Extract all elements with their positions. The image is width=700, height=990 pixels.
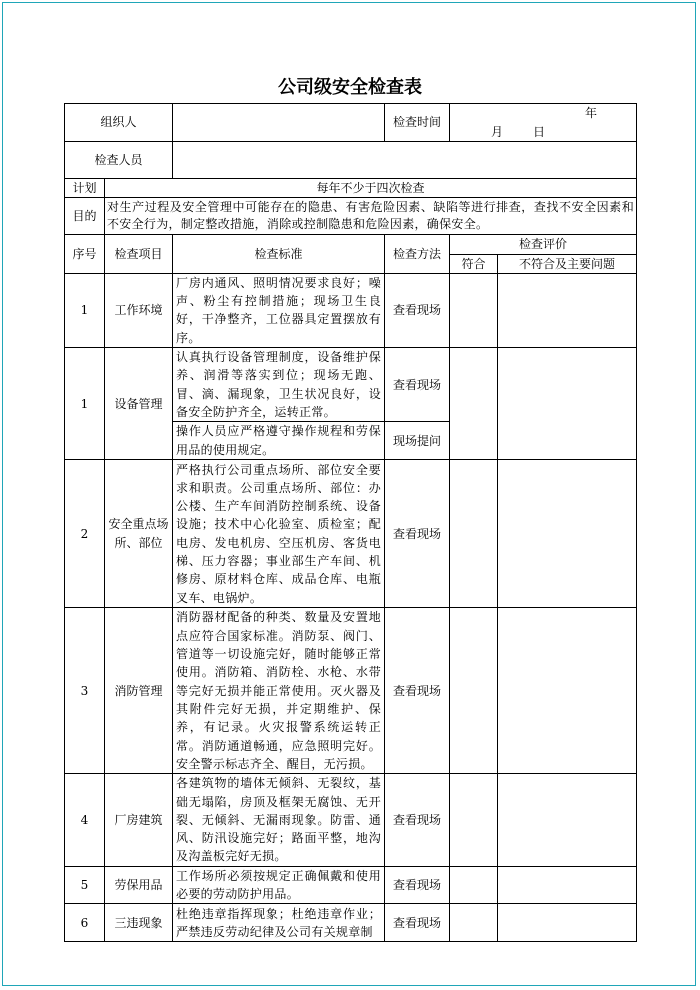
- row-standard: 杜绝违章指挥现象；杜绝违章作业；严禁违反劳动纪律及公司有关规章制: [173, 904, 385, 942]
- row-nonconform-cell[interactable]: [498, 273, 637, 347]
- row-conform-cell[interactable]: [450, 348, 498, 460]
- row-item: 安全重点场所、部位: [105, 460, 173, 608]
- plan-row: [65, 179, 637, 198]
- row-nonconform-cell[interactable]: [498, 460, 637, 608]
- purpose-value: 对生产过程及安全管理中可能存在的隐患、有害危险因素、缺陷等进行排查，查找不安全因素和不安全行为，制定整改措施，消除或控制隐患和危险因素，确保安全。: [105, 198, 637, 235]
- organizer-row: [65, 104, 637, 142]
- row-method: 现场提问: [385, 422, 450, 460]
- row-method: 查看现场: [385, 774, 450, 866]
- row-no: 3: [65, 608, 105, 774]
- row-standard: 消防器材配备的种类、数量及安置地点应符合国家标准。消防泵、阀门、管道等一切设施完好，随时能够正常使用。消防箱、消防栓、水枪、水带等完好无损并能正常使用。灭火器及其附件完好无损，并定期维护、保养，有记录。火灾报警系统运转正常。消防通道畅通，应急照明完好。安全警示标志齐全、醒目，无污损。: [173, 608, 385, 774]
- inspectors-label: 检查人员: [65, 142, 173, 179]
- inspectors-field[interactable]: [173, 142, 637, 179]
- row-standard: 厂房内通风、照明情况要求良好；噪声、粉尘有控制措施；现场卫生良好，干净整齐，工位器具定置摆放有序。: [173, 273, 385, 347]
- row-method: 查看现场: [385, 273, 450, 347]
- row-standard: 严格执行公司重点场所、部位安全要求和职责。公司重点场所、部位：办公楼、生产车间消防控制系统、设备设施；技术中心化验室、质检室；配电房、发电机房、空压机房、客货电梯、压力容器；事业部生产车间、机修房、原材料仓库、成品仓库、电瓶叉车、电锅炉。: [173, 460, 385, 608]
- row-nonconform-cell[interactable]: [498, 774, 637, 866]
- check-time-label: 检查时间: [385, 104, 450, 142]
- row-method: 查看现场: [385, 460, 450, 608]
- row-item: 劳保用品: [105, 866, 173, 904]
- year-label: 年: [585, 106, 598, 121]
- row-nonconform-cell[interactable]: [498, 866, 637, 904]
- table-row: [65, 904, 637, 942]
- row-conform-cell[interactable]: [450, 460, 498, 608]
- row-nonconform-cell[interactable]: [498, 348, 637, 460]
- row-conform-cell[interactable]: [450, 866, 498, 904]
- organizer-field[interactable]: [173, 104, 385, 142]
- col-evaluation: 检查评价: [450, 235, 637, 254]
- row-no: 1: [65, 348, 105, 460]
- table-row: [65, 460, 637, 608]
- row-nonconform-cell[interactable]: [498, 904, 637, 942]
- plan-value: 每年不少于四次检查: [105, 179, 637, 198]
- inspectors-row: [65, 142, 637, 179]
- col-item: 检查项目: [105, 235, 173, 274]
- page-title: 公司级安全检查表: [278, 77, 422, 98]
- row-conform-cell[interactable]: [450, 774, 498, 866]
- col-standard: 检查标准: [173, 235, 385, 274]
- column-header-row: [65, 235, 637, 254]
- row-method: 查看现场: [385, 904, 450, 942]
- check-time-field[interactable]: [450, 104, 637, 142]
- row-conform-cell[interactable]: [450, 608, 498, 774]
- table-row: [65, 774, 637, 866]
- row-no: 5: [65, 866, 105, 904]
- table-row: [65, 273, 637, 347]
- row-no: 6: [65, 904, 105, 942]
- day-label: 日: [533, 124, 546, 139]
- month-label: 月: [491, 124, 504, 139]
- row-conform-cell[interactable]: [450, 904, 498, 942]
- row-no: 4: [65, 774, 105, 866]
- row-item: 消防管理: [105, 608, 173, 774]
- row-standard: 各建筑物的墙体无倾斜、无裂纹，基础无塌陷，房顶及框架无腐蚀、无开裂、无倾斜、无漏雨现象。防雷、通风、防汛设施完好；路面平整，地沟及沟盖板完好无损。: [173, 774, 385, 866]
- row-no: 2: [65, 460, 105, 608]
- table-row: [65, 348, 637, 422]
- col-nonconform: 不符合及主要问题: [498, 254, 637, 273]
- purpose-label: 目的: [65, 198, 105, 235]
- row-nonconform-cell[interactable]: [498, 608, 637, 774]
- row-item: 三违现象: [105, 904, 173, 942]
- row-standard: 工作场所必须按规定正确佩戴和使用必要的劳动防护用品。: [173, 866, 385, 904]
- row-no: 1: [65, 273, 105, 347]
- plan-label: 计划: [65, 179, 105, 198]
- col-method: 检查方法: [385, 235, 450, 274]
- col-conform: 符合: [450, 254, 498, 273]
- table-row: [65, 608, 637, 774]
- row-item: 设备管理: [105, 348, 173, 460]
- table-row: [65, 866, 637, 904]
- row-method: 查看现场: [385, 348, 450, 422]
- inspection-table: [64, 103, 637, 942]
- row-standard: 操作人员应严格遵守操作规程和劳保用品的使用规定。: [173, 422, 385, 460]
- purpose-row: [65, 198, 637, 235]
- row-item: 工作环境: [105, 273, 173, 347]
- row-method: 查看现场: [385, 608, 450, 774]
- row-conform-cell[interactable]: [450, 273, 498, 347]
- row-method: 查看现场: [385, 866, 450, 904]
- organizer-label: 组织人: [65, 104, 173, 142]
- col-no: 序号: [65, 235, 105, 274]
- row-standard: 认真执行设备管理制度，设备维护保养、润滑等落实到位；现场无跑、冒、滴、漏现象，卫生状况良好，设备安全防护齐全，运转正常。: [173, 348, 385, 422]
- row-item: 厂房建筑: [105, 774, 173, 866]
